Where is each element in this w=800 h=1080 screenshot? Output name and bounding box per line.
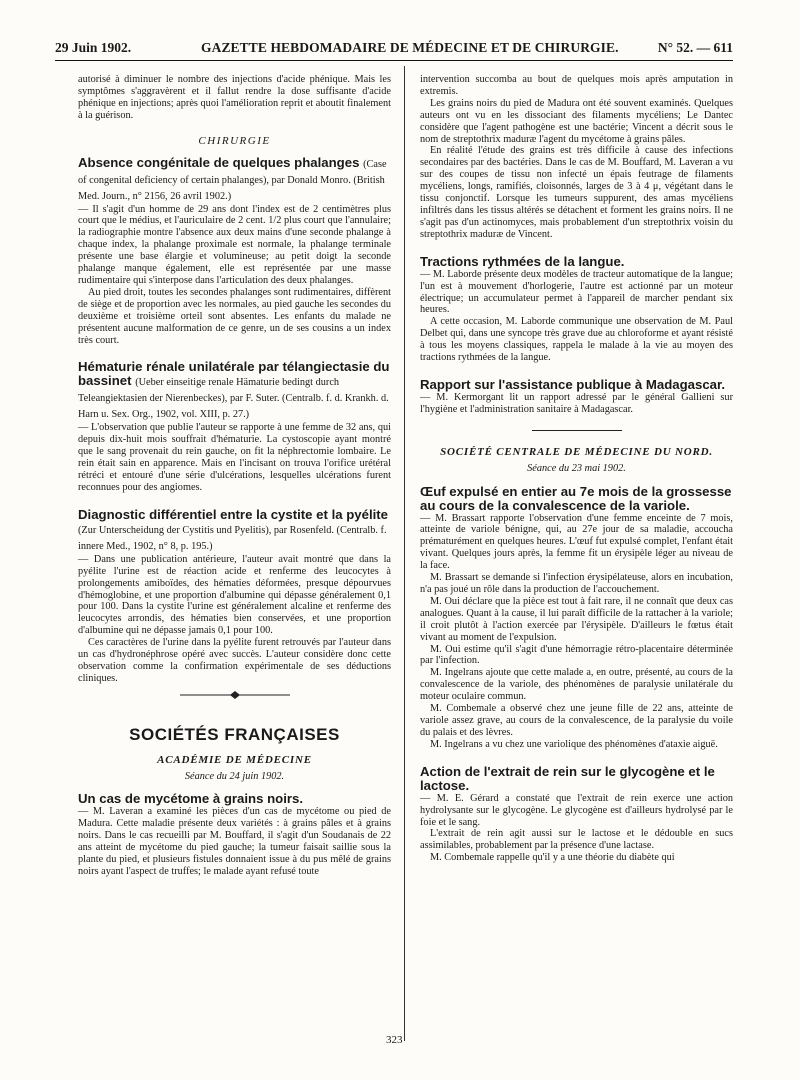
article-paragraph: A cette occasion, M. Laborde communique une observation de M. Paul Delbet qui, dans une syncope très grave due au chloroforme et ayant résisté à tous les moyens classiques, rappela le malade à la vie au moyen des tractions rythmées de la langue. (420, 316, 733, 364)
societies-heading: SOCIÉTÉS FRANÇAISES (129, 724, 340, 744)
article-title (420, 378, 733, 392)
journal-title: GAZETTE HEBDOMADAIRE DE MÉDECINE ET DE CHIRURGIE. (201, 40, 619, 55)
article-title (78, 360, 391, 422)
article-paragraph: Au pied droit, toutes les secondes phalanges sont rudimentaires, diffèrent de siège et de proportion avec les normales, au pied gauche les secondes du deuxième et troisième orteil sont absentes. Les enfants du malade ne présentent aucune malformation de ce genre, un de ses cousins a un index très court. (78, 286, 391, 346)
article-paragraph: M. Ingelrans a vu chez une variolique des phénomènes d'ataxie aiguë. (430, 738, 718, 750)
article-title (78, 792, 391, 806)
article-paragraph: M. Ingelrans ajoute que cette malade a, en outre, présenté, au cours de la convalescence de la variole, des phénomènes de paralysie unilatérale du moteur oculaire commun. (420, 667, 733, 703)
article-paragraph: M. Oui déclare que la pièce est tout à fait rare, il ne connaît que deux cas analogues. Quant à la cause, il lui paraît difficile de la rattacher à la variole; il croit plutôt à l'action exercée par l'érysipèle. D'ailleurs le fœtus était vivant au moment de l'expulsion. (420, 595, 733, 643)
article-title-main: Un cas de mycétome à grains noirs. (78, 791, 304, 807)
section-rule (532, 430, 622, 431)
issue-date: 29 Juin 1902. (55, 40, 132, 55)
running-header (55, 38, 733, 61)
article-reference: (Zur Unterscheidung der Cystitis und Pyelitis), par Rosenfeld. (Centralb. f. innere Med., 1902, n° 8, p. 195.) (78, 524, 387, 552)
page-number: 323 (386, 1034, 403, 1046)
right-column (420, 74, 733, 864)
article-paragraph: En réalité l'étude des grains est très difficile à cause des infections secondaires par des bactéries. Dans le cas de M. Bouffard, M. Laveran a vu sur des coupes de tissu non infecté un épais feutrage de filaments mycéliens, longs, ramifiés, cloisonnés, larges de 3 à 4 μ, végétant dans le tissu conjonctif. Lorsque les tumeurs suppurent, des amas mycéliens infiltrés dans les tissus altérés se détachent et forment les grains noirs. Il ne s'agit pas d'un actinomyces, mais probablement d'un streptothrix voisin du streptothrix maduræ de Vincent. (420, 145, 733, 240)
intro-paragraph: autorisé à diminuer le nombre des injections d'acide phénique. Mais les symptômes s'aggravèrent et il fallut rendre la dose suffisante d'acide phénique en injections; après quoi l'amélioration reprit et aboutit finalement à la guérison. (78, 74, 391, 121)
article-title-main: Tractions rythmées de la langue. (420, 253, 625, 269)
article-title (78, 156, 391, 204)
article-paragraph: — L'observation que publie l'auteur se rapporte à une femme de 32 ans, qui depuis dix-huit mois souffrait d'hématurie. La cystoscopie ayant montré que le sang provenait du rein gauche, on fit la néphrectomie lombaire. Le rein était sain en apparence. Mais en l'incisant on trouva l'orifice urétéral rétréci et entouré d'une série d'ulcérations, lesquelles ulcérations furent reconnues pour des angiomes. (78, 422, 391, 493)
session-date: Séance du 24 juin 1902. (184, 770, 285, 782)
issue-number: N° 52. — 611 (657, 40, 733, 55)
article-title (78, 508, 391, 554)
article-paragraph: — Il s'agit d'un homme de 29 ans dont l'index est de 2 centimètres plus court que le médius, et l'auriculaire de 2 cent. 1/2 plus court que l'annulaire; la radiographie montre l'absence aux deux mains d'une seconde phalange à chaque index, la phalange proximale est normale, la phalange terminale présente une base élargie et volumineuse; au petit doigt la seconde phalange manque également, elle est représentée par une masse rudimentaire qui s'interpose dans l'articulation des deux phalanges. (78, 203, 391, 286)
session-date: Séance du 23 mai 1902. (527, 462, 626, 474)
article-paragraph: M. Combemale a observé chez une jeune fille de 22 ans, atteinte de variole assez grave, au cours de la convalescence, de la paralysie du voile du palais et des lèvres. (420, 703, 733, 738)
article-title-main: Hématurie rénale unilatérale par télangiectasie du bassinet (78, 359, 390, 389)
section-heading-chirurgie: CHIRURGIE (198, 134, 271, 147)
article-paragraph: — M. Brassart rapporte l'observation d'une femme enceinte de 7 mois, atteinte de variole bénigne, qui, au 27e jour de sa maladie, accoucha prématurément en quelques heures. L'œuf fut expulsé complet, l'enfant était vivant. Quelques jours après, la femme fit un érysipèle léger au niveau de la face. (420, 512, 733, 572)
article-title-main: Action de l'extrait de rein sur le glycogène et le lactose. (420, 763, 715, 793)
article-paragraph: Ces caractères de l'urine dans la pyélite furent retrouvés par l'auteur dans un cas d'hydronéphrose opéré avec succès. L'auteur considère donc cette observation comme la confirmation expérimentale de ses déductions cliniques. (78, 637, 391, 684)
left-column (78, 74, 391, 878)
article-paragraph: — M. Kermorgant lit un rapport adressé par le général Gallieni sur l'hygiène et l'administration sanitaire à Madagascar. (420, 391, 733, 415)
article-title-main: Rapport sur l'assistance publique à Madagascar. (420, 376, 726, 392)
article-paragraph: — M. Laborde présente deux modèles de tracteur automatique de la langue; l'un est à mouvement d'horlogerie, l'autre est actionné par un moteur électrique; un accumulateur permet à l'appareil de marcher pendant six heures. (420, 268, 733, 316)
society-heading: SOCIÉTÉ CENTRALE DE MÉDECINE DU NORD. (440, 445, 713, 458)
column-divider (404, 66, 405, 1041)
article-paragraph: M. Brassart se demande si l'infection érysipélateuse, alors en incubation, n'a pas joué un rôle dans la production de l'accouchement. (420, 572, 733, 595)
article-title-main: Diagnostic différentiel entre la cystite et la pyélite (78, 506, 389, 522)
academy-heading: ACADÉMIE DE MÉDECINE (157, 753, 312, 766)
article-paragraph: — Dans une publication antérieure, l'auteur avait montré que dans la pyélite l'urine est de réaction acide et renferme des leucocytes à prolongements amiboïdes, des hématies déformées, presque dépourvues d'hémoglobine, et une proportion d'albumine qui dépasse généralement 0,1 pour 100. Dans la cystite l'urine est généralement alcaline et renferme des leucocytes arrondis, des hématies bien conservées, et une proportion d'albumine qui ne dépasse jamais 0,1 pour 100. (78, 553, 391, 637)
article-title (420, 255, 733, 269)
article-reference: (Ueber einseitige renale Hämaturie bedingt durch Teleangiektasien der Nierenbeckes), par F. Suter. (Centralb. f. d. Krankh. d. Harn u. Sex. Org., 1902, vol. XIII, p. 27.) (78, 377, 389, 421)
article-title (420, 485, 733, 513)
article-title (420, 765, 733, 793)
article-paragraph: intervention succomba au bout de quelques mois après amputation in extremis. (420, 74, 733, 97)
article-title-main: Œuf expulsé en entier au 7e mois de la grossesse au cours de la convalescence de la variole. (420, 483, 732, 513)
article-title-main: Absence congénitale de quelques phalanges (78, 154, 360, 170)
article-paragraph: Les grains noirs du pied de Madura ont été souvent examinés. Quelques auteurs ont vu en les dissociant des filaments mycéliens; Le Dantec considère que l'agent pathogène est une bactérie; Vincent a décrit sous le nom de streptothrix maduræ l'agent du mycétome à grains pâles. (420, 97, 733, 145)
article-paragraph: M. Oui estime qu'il s'agit d'une hémorragie rétro-placentaire déterminée par l'infection. (420, 643, 733, 667)
article-paragraph: M. Combemale rappelle qu'il y a une théorie du diabète qui (430, 852, 675, 864)
ornament-divider (78, 691, 391, 703)
article-reference: (Case of congenital deficiency of certain phalanges), par Donald Monro. (British Med. Journ., n° 2156, 26 avril 1902.) (78, 158, 387, 202)
article-paragraph: L'extrait de rein agit aussi sur le lactose et le dédouble en sucs assimilables, probablement par la présence d'une lactase. (420, 828, 733, 852)
article-paragraph: — M. E. Gérard a constaté que l'extrait de rein exerce une action hydrolysante sur le glycogène. Le glycogène est d'ailleurs hydrolysé par le foie et le sang. (420, 792, 733, 828)
article-paragraph: — M. Laveran a examiné les pièces d'un cas de mycétome ou pied de Madura. Cette maladie présente deux variétés : à grains pâles et à grains noirs. Dans le cas recueilli par M. Bouffard, il s'agit d'un Soudanais de 22 ans atteint de mycétome du pied gauche; la tumeur faisait saillie sous la plante du pied, et plusieurs fistules donnaient issue à du pus mêlé de grains noirs ayant l'aspect de truffes; le malade ayant refusé toute (78, 806, 391, 877)
